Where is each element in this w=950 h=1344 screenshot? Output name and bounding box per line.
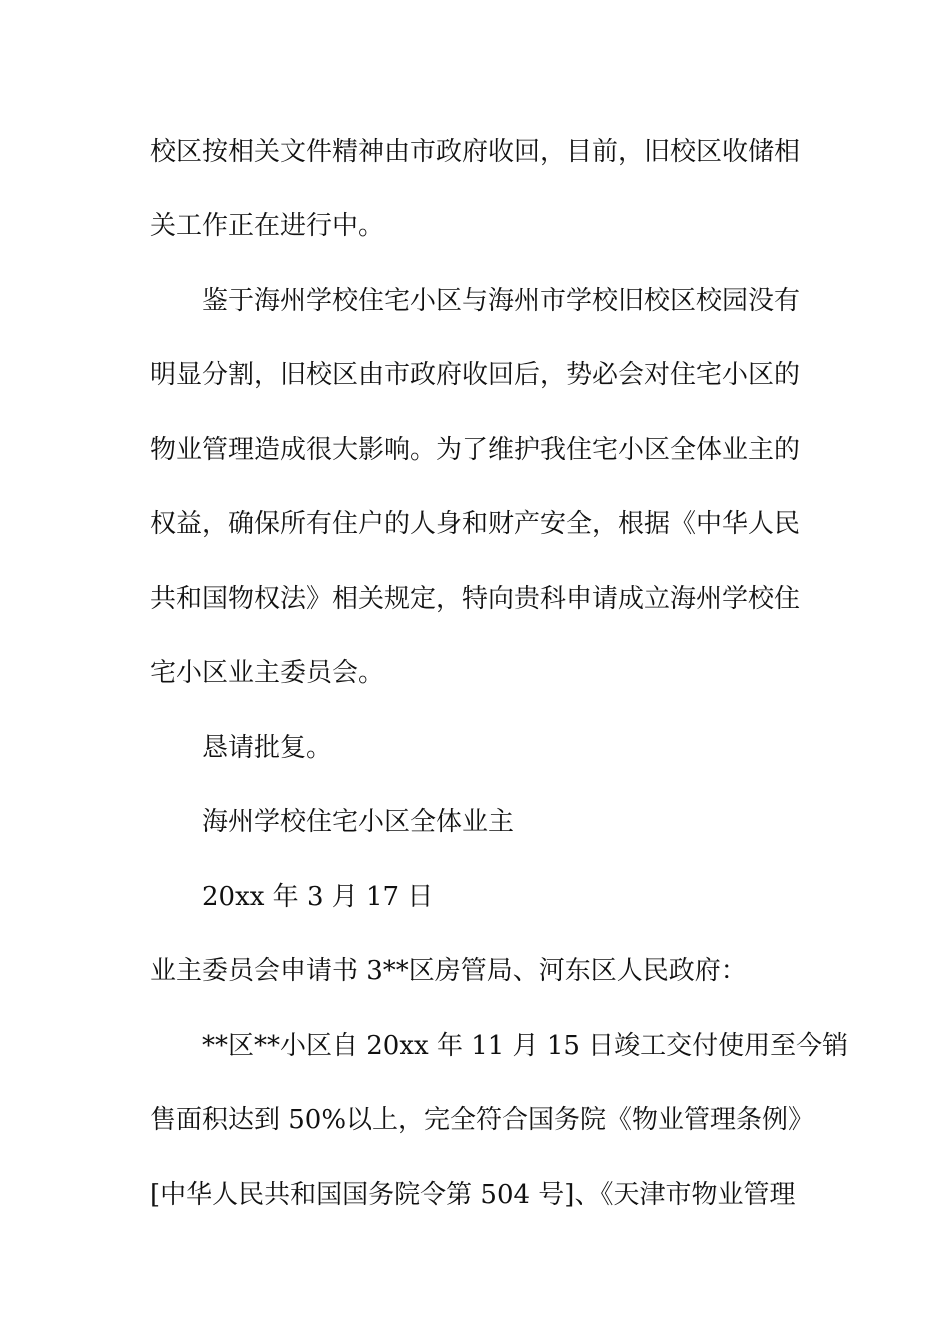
paragraph-line: 鉴于海州学校住宅小区与海州市学校旧校区校园没有 bbox=[202, 286, 801, 316]
heading-line: 业主委员会申请书 3**区房管局、河东区人民政府： bbox=[150, 956, 747, 986]
paragraph-line: [中华人民共和国国务院令第 504 号]、《天津市物业管理 bbox=[150, 1180, 796, 1210]
signature-line: 海州学校住宅小区全体业主 bbox=[202, 807, 515, 837]
request-line: 恳请批复。 bbox=[202, 733, 333, 763]
paragraph-line: 关工作正在进行中。 bbox=[150, 211, 385, 241]
paragraph-line: 宅小区业主委员会。 bbox=[150, 658, 385, 688]
paragraph-line: **区**小区自 20xx 年 11 月 15 日竣工交付使用至今销 bbox=[202, 1031, 849, 1061]
paragraph-line: 物业管理造成很大影响。为了维护我住宅小区全体业主的 bbox=[150, 435, 801, 465]
paragraph-line: 共和国物权法》相关规定，特向贵科申请成立海州学校住 bbox=[150, 584, 801, 614]
paragraph-line: 售面积达到 50%以上，完全符合国务院《物业管理条例》 bbox=[150, 1105, 815, 1135]
paragraph-line: 权益，确保所有住户的人身和财产安全，根据《中华人民 bbox=[150, 509, 801, 539]
date-line: 20xx 年 3 月 17 日 bbox=[202, 882, 434, 912]
paragraph-line: 校区按相关文件精神由市政府收回，目前，旧校区收储相 bbox=[150, 137, 801, 167]
paragraph-line: 明显分割，旧校区由市政府收回后，势必会对住宅小区的 bbox=[150, 360, 801, 390]
